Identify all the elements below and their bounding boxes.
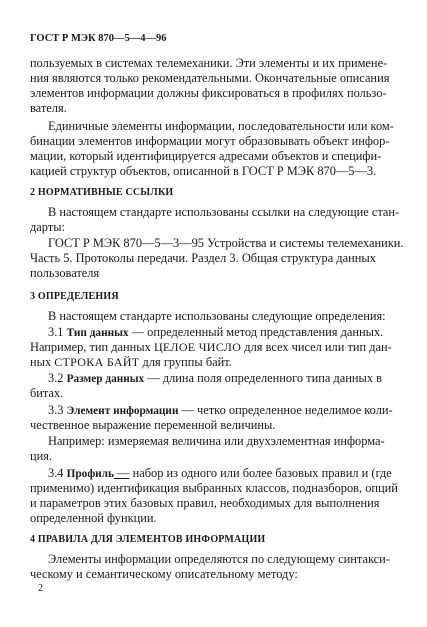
definition-3-2-term: Размер данных <box>66 373 145 385</box>
definition-3-4-text: набор из одного или более базовых правил и (где <box>129 466 392 480</box>
section-2-line-4: Часть 5. Протоколы передачи. Раздел 3. Общая структура данных <box>30 251 376 265</box>
section-2-line-1: В настоящем стандарте использованы ссылки на следующие стан- <box>48 205 400 219</box>
definition-3-4-line-4: определенной функции. <box>30 511 157 525</box>
definition-3-2-line-2: битах. <box>30 386 64 400</box>
section-4-line-2: ческому и семантическому описательному методу: <box>30 567 298 581</box>
definition-3-1-line-3 <box>30 355 232 370</box>
type-integer: ЦЕЛОЕ ЧИСЛО <box>153 340 242 354</box>
definition-3-3-text: — четко определенное неделимое коли- <box>178 403 393 417</box>
definition-3-4-number: 3.4 <box>48 466 64 480</box>
definition-3-1-text: — определенный метод представления данных. <box>128 325 384 339</box>
definition-3-2-text: — длина поля определенного типа данных в <box>144 371 382 385</box>
section-4-heading: 4 ПРАВИЛА ДЛЯ ЭЛЕМЕНТОВ ИНФОРМАЦИИ <box>30 534 266 545</box>
objects-line-2: бинации элементов информации могут образовывать объект инфор- <box>30 134 390 148</box>
objects-line-4: кацией структур объектов, описанной в ГОСТ Р МЭК 870—5—3. <box>30 164 377 178</box>
running-header: ГОСТ Р МЭК 870—5—4—96 <box>30 33 167 44</box>
definition-3-1-text-b: для всех чисел или тип дан- <box>241 340 392 354</box>
section-2-line-2: дарты: <box>30 220 66 234</box>
definition-3-2-number: 3.2 <box>48 371 64 385</box>
section-3-intro: В настоящем стандарте использованы следующие определения: <box>48 309 386 323</box>
definition-3-3-line-2: чественное выражение переменной величины. <box>30 418 276 432</box>
objects-line-3: мации, который идентифицируется адресами объектов и специфи- <box>30 149 382 163</box>
definition-3-4-dash: — <box>113 466 130 480</box>
definition-3-4-line-1 <box>48 466 392 482</box>
intro-line-2: ния являются только рекомендательными. Окончательные описания <box>30 71 390 85</box>
section-3-heading: 3 ОПРЕДЕЛЕНИЯ <box>30 291 119 302</box>
definition-3-4-term: Профиль <box>66 468 114 480</box>
intro-line-4: вателя. <box>30 101 67 115</box>
intro-line-1: пользуемых в системах телемеханики. Эти элементы и их примене- <box>30 56 388 70</box>
definition-3-3-line-4: ция. <box>30 449 53 463</box>
definition-3-4-line-2: применимо) идентификация выбранных классов, подназборов, опций <box>30 481 398 495</box>
definition-3-3-term: Элемент информации <box>66 405 179 417</box>
definition-3-1-line-1 <box>48 325 383 341</box>
objects-line-1: Единичные элементы информации, последовательности или ком- <box>48 119 394 133</box>
page-number: 2 <box>38 583 43 594</box>
definition-3-1-term: Тип данных <box>66 327 129 339</box>
section-2-line-3: ГОСТ Р МЭК 870—5—3—95 Устройства и системы телемеханики. <box>48 236 404 250</box>
definition-3-3-line-1 <box>48 403 393 419</box>
definition-3-1-text-c: ных <box>30 355 55 369</box>
definition-3-1-text-a: Например, тип данных <box>30 340 154 354</box>
definition-3-1-line-2 <box>30 340 392 355</box>
definition-3-4-line-3: и параметров этих базовых правил, необходимых для выполнения <box>30 496 380 510</box>
intro-line-3: элементов информации должны фиксироваться в профилях пользо- <box>30 86 387 100</box>
section-4-line-1: Элементы информации определяются по следующему синтакси- <box>48 552 390 566</box>
definition-3-2-line-1 <box>48 371 382 387</box>
definition-3-1-text-d: для группы байт. <box>139 355 232 369</box>
definition-3-3-line-3: Например: измеряемая величина или двухэлементная информа- <box>48 434 385 448</box>
section-2-line-5: пользователя <box>30 266 100 280</box>
type-byte-string: СТРОКА БАЙТ <box>54 355 140 369</box>
section-2-heading: 2 НОРМАТИВНЫЕ ССЫЛКИ <box>30 187 174 198</box>
definition-3-3-number: 3.3 <box>48 403 64 417</box>
definition-3-1-number: 3.1 <box>48 325 64 339</box>
